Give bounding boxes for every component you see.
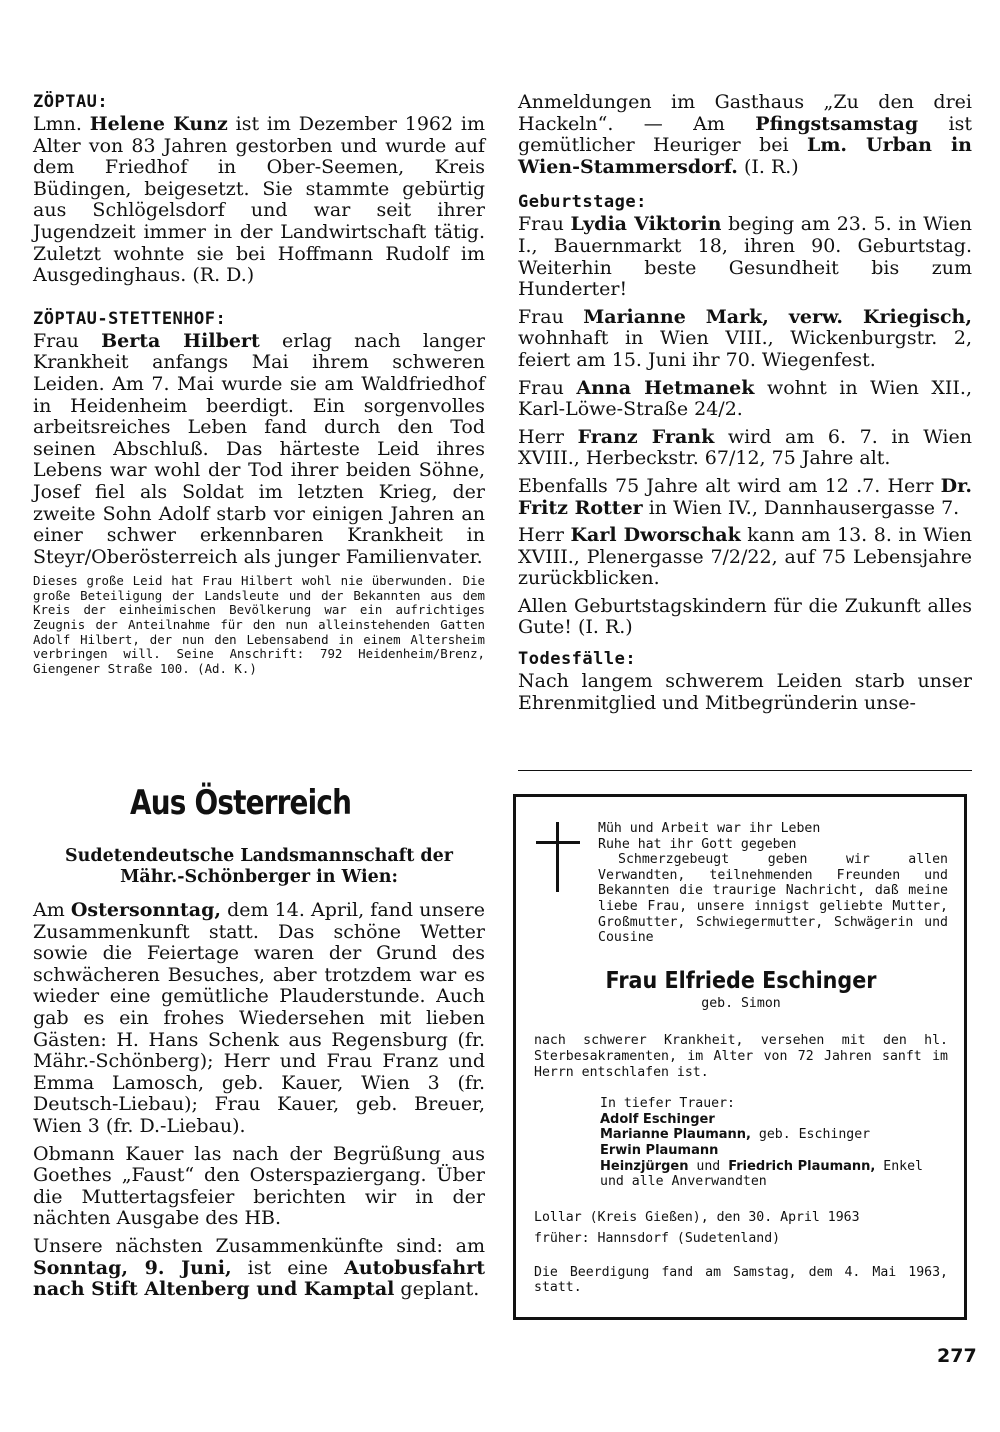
birthday-entry: Frau Marianne Mark, verw. Kriegisch, wohnhaft in Wien VIII., Wickenburgstr. 2, feiert am 15. Juni ihr 70. Wiegenfest. [518,305,972,371]
mourners-list [600,1096,948,1190]
mourner: und alle Anverwandten [600,1174,767,1190]
birthday-entry: Frau Anna Hetmanek wohnt in Wien XII., Karl-Löwe-Straße 24/2. [518,376,973,421]
association-paragraph-1: Am Ostersonntag, dem 14. April, fand unsere Zusammenkunft statt. Das schöne Wetter sowie die Feiertage waren der Grund des schwächeren Besuches, aber trotzdem war es wieder eine gemütliche Plauderstunde. Auch gab es ein frohes Wiedersehen mit lieben Gästen: H. Hans Schenk aus Regensburg (fr. Mähr.-Schönberg); Herr und Frau Franz und Emma Lamosch, geb. Kauer, Wien 3 (fr. Deutsch-Liebau); Frau Kauer, geb. Breuer, Wien 3 (fr. D.-Liebau). [33,899,485,1137]
birthday-entry: Herr Karl Dworschak kann am 13. 8. in Wien XVIII., Plenergasse 7/2/22, auf 75 Lebensjahre zurückblicken. [518,524,972,590]
birthday-entry: Ebenfalls 75 Jahre alt wird am 12 .7. Herr Dr. Fritz Rotter in Wien IV., Dannhausergasse 7. [518,474,972,519]
article-zoeptau: Lmn. Helene Kunz ist im Dezember 1962 im Alter von 83 Jahren gestorben und wurde auf dem Friedhof in Ober-Seemen, Kreis Büdingen, beigesetzt. Sie stammte gebürtig aus Schlögelsdorf und war seit ihrer Jugendzeit immer in der Landwirtschaft tätig. Zuletzt wohnte sie bei Hoffmann Rudolf im Ausgedinghaus. (R. D.) [33,113,485,287]
section-title: Aus Österreich [130,783,352,823]
intro-paragraph: Anmeldungen im Gasthaus „Zu den drei Hackeln“. — Am Pfingstsamstag ist gemütlicher Heuriger bei Lm. Urban in Wien-Stammersdorf. (I. R.) [518,91,972,178]
person-name: Berta Hilbert [101,329,260,352]
association-paragraph-2: Obmann Kauer las nach der Begrüßung aus Goethes „Faust“ den Osterspaziergang. Über die Muttertagsfeier berichten wir in der nächten Ausgabe des HB. [33,1142,485,1230]
maiden-name: geb. Simon [701,995,781,1011]
obituary-verse-line: Ruhe hat ihr Gott gegeben [598,836,797,852]
article-stettenhof-small: Dieses große Leid hat Frau Hilbert wohl nie überwunden. Die große Beteiligung der Landsleute und der Bekannten aus dem Kreis der einheimischen Bevölkerung war ein aufrichtiges Zeugnis der Anteilnahme für den nun alleinstehenden Gatten Adolf Hilbert, der nun den Lebensabend in einem Altersheim verbringen will. Seine Anschrift: 792 Heidenheim/Brenz, Giengener Straße 100. (Ad. K.) [33,573,485,676]
birthday-closing: Allen Geburtstagskindern für die Zukunft alles Gute! (I. R.) [518,594,972,639]
mourner: Heinzjürgen und Friedrich Plaumann, Enkel [600,1158,923,1174]
heading-deaths: Todesfälle: [518,649,637,670]
association-heading: Sudetendeutsche Landsmannschaft der Mähr.-Schönberger in Wien: [65,846,453,887]
right-column [518,92,972,720]
mourners-heading: In tiefer Trauer: [600,1096,735,1112]
association-paragraph-3: Unsere nächsten Zusammenkünfte sind: am Sonntag, 9. Juni, ist eine Autobusfahrt nach Stift Altenberg und Kamptal geplant. [33,1234,485,1301]
heading-zoeptau: ZÖPTAU: [33,92,109,112]
deaths-paragraph: Nach langem schwerem Leiden starb unser Ehrenmitglied und Mitbegründerin unse- [518,670,972,714]
mourner: Marianne Plaumann, geb. Eschinger [600,1127,871,1143]
page-number: 277 [937,1345,977,1367]
heading-stettenhof: ZÖPTAU-STETTENHOF: [33,308,227,329]
obituary-notice [513,794,967,1320]
birthday-entry: Frau Lydia Viktorin beging am 23. 5. in Wien I., Bauernmarkt 18, ihren 90. Geburtstag. Weiterhin beste Gesundheit bis zum Hunderter! [518,213,972,301]
obituary-former-home: früher: Hannsdorf (Sudetenland) [534,1231,781,1247]
divider-line [518,770,972,771]
left-column [33,92,485,676]
cross-icon [534,822,580,892]
mourner: Adolf Eschinger [600,1111,715,1127]
obituary-funeral: Die Beerdigung fand am Samstag, dem 4. Mai 1963, statt. [534,1264,948,1296]
obituary-announcement: Schmerzgebeugt geben wir allen Verwandten, teilnehmenden Freunden und Bekannten die traurige Nachricht, daß meine liebe Frau, unsere innigst geliebte Mutter, Großmutter, Schwiegermutter, Schwägerin und Cousine [598,852,948,946]
deceased-name: Frau Elfriede Eschinger [605,967,877,994]
person-name: Helene Kunz [89,113,228,135]
obituary-place-date: Lollar (Kreis Gießen), den 30. April 1963 [534,1209,860,1225]
birthday-entry: Herr Franz Frank wird am 6. 7. in Wien XVIII., Herbeckstr. 67/12, 75 Jahre alt. [518,425,972,470]
mourner: Erwin Plaumann [600,1142,719,1158]
obituary-verse-line: Müh und Arbeit war ihr Leben [598,821,821,836]
heading-birthdays: Geburtstage: [518,192,647,213]
obituary-details: nach schwerer Krankheit, versehen mit den hl. Sterbesakramenten, im Alter von 72 Jahren sanft im Herrn entschlafen ist. [534,1033,948,1080]
association-article [33,846,485,1307]
article-stettenhof: Frau Berta Hilbert erlag nach langer Krankheit anfangs Mai ihrem schweren Leiden. Am 7. Mai wurde sie am Waldfriedhof in Heidenheim beerdigt. Ein sorgenvolles arbeitsreiches Leben fand durch den Tod seinen Abschluß. Das härteste Leid ihres Lebens war wohl der Tod ihrer beiden Söhne, Josef fiel als Soldat im letzten Krieg, der zweite Sohn Adolf starb vor einigen Jahren an einer schwer erkennbaren Krankheit in Steyr/Oberösterreich als junger Familienvater. [33,329,485,568]
